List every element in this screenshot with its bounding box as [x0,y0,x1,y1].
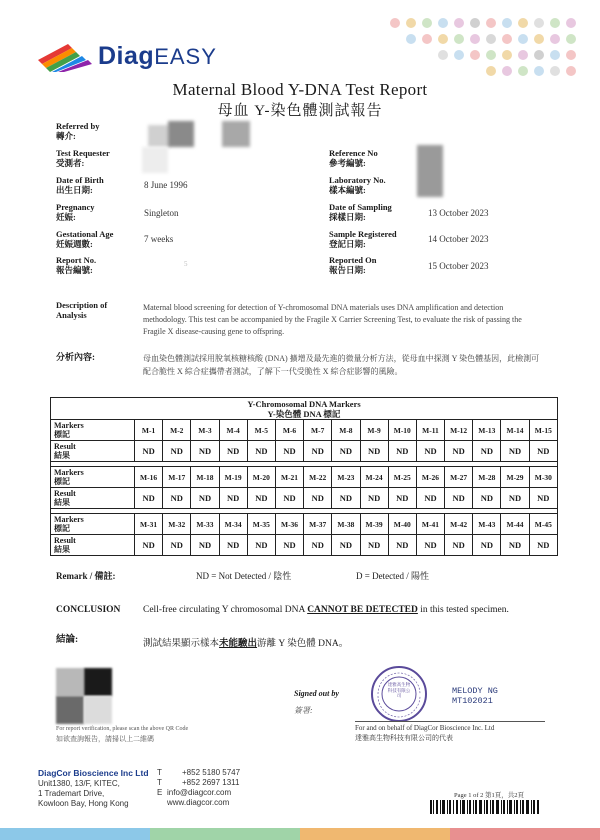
marker-cell: M-40 [388,514,416,535]
conclusion-zh-emphasis: 未能驗出 [219,639,258,649]
marker-cell: M-15 [529,420,557,441]
conclusion-label: CONCLUSION [56,605,121,615]
pregnancy-field [56,202,95,222]
page-number: Page 1 of 2 第1頁，共2頁 [454,792,525,799]
row-label-en: Result [54,442,76,451]
qr-block [84,696,112,724]
qr-note-zh: 如欲查詢報告，請掃以上二維碼 [56,735,154,743]
conclusion-post: in this tested specimen. [420,605,509,615]
row-label-zh: 標記 [54,430,70,439]
field-label-zh: 報告日期: [329,265,366,275]
marker-cell: M-14 [501,420,529,441]
field-label-en: Test Requester [56,148,110,158]
field-label-en: Reference No [329,148,378,158]
marker-cell: M-23 [332,467,360,488]
registered-date-value: 14 October 2023 [428,234,489,244]
logo-mark-icon [38,42,100,72]
result-cell: ND [247,535,275,556]
marker-cell: M-39 [360,514,388,535]
result-cell: ND [388,441,416,462]
markers-row-header [51,467,135,488]
barcode-icon [430,800,540,814]
remark-nd: ND = Not Detected / 陰性 [196,571,292,581]
decorative-dot-pattern [380,8,590,88]
result-cell: ND [163,535,191,556]
result-cell: ND [135,488,163,509]
footer-address-1: Unit1380, 13/F, KITEC, [38,779,120,788]
color-bar-segment [300,828,450,840]
footer-address-2: 1 Trademart Drive, [38,789,105,798]
result-cell: ND [529,441,557,462]
redacted-block [148,125,170,147]
field-label-zh: 樣本編號: [329,185,366,195]
qr-note-en: For report verification, please scan the above QR Code [56,726,189,732]
result-cell: ND [191,535,219,556]
reference-no-field [329,148,378,168]
result-cell: ND [135,441,163,462]
row-label-en: Result [54,536,76,545]
row-label-en: Markers [54,468,84,477]
result-cell: ND [388,488,416,509]
markers-row [51,420,558,441]
conclusion-label-zh: 結論: [56,635,79,645]
row-label-en: Markers [54,515,84,524]
description-text-en: Maternal blood screening for detection of Y-chromosomal DNA materials uses DNA amplification and detection methodology. This test can be accompanied by the Fragile X Carrier Screening Test, to evaluate the risk of passing the Fragile X disease-causing gene to offspring. [143,303,522,336]
result-cell: ND [501,441,529,462]
result-cell: ND [163,441,191,462]
description-label: Description of Analysis [56,300,108,320]
signature-line [355,721,545,722]
patient-info-left [56,121,286,275]
field-label-zh: 出生日期: [56,185,93,195]
result-row [51,535,558,556]
result-cell: ND [473,441,501,462]
marker-cell: M-5 [247,420,275,441]
result-cell: ND [529,488,557,509]
report-title-zh: 母血 Y-染色體測試報告 [217,103,383,119]
description-label-zh: 分析內容: [56,352,95,362]
markers-table-title-zh: Y-染色體 DNA 標記 [267,409,341,419]
markers-row [51,467,558,488]
marker-cell: M-28 [473,467,501,488]
result-cell: ND [275,488,303,509]
marker-cell: M-19 [219,467,247,488]
markers-grid [50,419,558,556]
result-cell: ND [191,441,219,462]
markers-row-header [51,514,135,535]
result-row-header [51,535,135,556]
marker-cell: M-22 [304,467,332,488]
marker-cell: M-21 [275,467,303,488]
marker-cell: M-12 [445,420,473,441]
result-row [51,441,558,462]
result-cell: ND [332,441,360,462]
marker-cell: M-43 [473,514,501,535]
result-cell: ND [388,535,416,556]
marker-cell: M-44 [501,514,529,535]
web-row [157,798,240,808]
dob-field [56,175,104,195]
registered-date-field [329,229,397,249]
row-label-zh: 結果 [54,451,70,460]
marker-cell: M-32 [163,514,191,535]
logo-text-accent: EASY [154,44,217,69]
field-label-en: Pregnancy [56,202,95,212]
behalf-zh: 達雅高生物科技有限公司的代表 [355,734,453,742]
field-label-en: Date of Sampling [329,202,392,212]
marker-cell: M-45 [529,514,557,535]
color-bar-segment [0,828,150,840]
field-label-en: Gestational Age [56,229,114,239]
result-cell: ND [219,441,247,462]
qr-block [56,696,84,724]
phone-2: +852 2697 1311 [182,778,240,787]
marker-cell: M-33 [191,514,219,535]
marker-cell: M-16 [135,467,163,488]
remark-d: D = Detected / 陽性 [356,571,430,581]
markers-table [50,397,558,556]
marker-cell: M-38 [332,514,360,535]
redacted-block [142,147,168,173]
field-label-zh: 妊娠: [56,212,76,222]
marker-cell: M-17 [163,467,191,488]
color-bar-segment [450,828,600,840]
result-cell: ND [304,488,332,509]
report-no-field [56,255,96,275]
result-cell: ND [275,535,303,556]
result-cell: ND [191,488,219,509]
report-title-en: Maternal Blood Y-DNA Test Report [172,80,428,99]
result-row-header [51,488,135,509]
phone-row-1 [157,768,240,778]
row-label-zh: 標記 [54,524,70,533]
signed-zh-label: 簽署: [294,706,313,715]
markers-row-header [51,420,135,441]
result-cell: ND [360,488,388,509]
marker-cell: M-13 [473,420,501,441]
laboratory-no-field [329,175,386,195]
result-cell: ND [247,441,275,462]
result-cell: ND [445,535,473,556]
result-cell: ND [304,535,332,556]
markers-table-header [50,397,558,419]
conclusion-pre: Cell-free circulating Y chromosomal DNA [143,605,305,615]
pregnancy-value: Singleton [144,208,179,218]
marker-cell: M-9 [360,420,388,441]
row-label-en: Markers [54,421,84,430]
signed-out-by-label: Signed out by [294,689,339,698]
dob-value: 8 June 1996 [144,180,188,190]
phone-icon: T [157,778,162,787]
description-text-zh: 母血染色體測試採用脫氧核糖核酸 (DNA) 擴增及最先進的微量分析方法，從母血中探測 Y 染色體基因，此檢測可配合脆性 X 綜合症攜帶者測試，了解下一代受脆性 X 綜合症影響的風險。 [143,354,540,376]
sample-info-right [329,148,529,278]
conclusion-text-zh: 測試結果顯示樣本未能驗出游離 Y 染色體 DNA。 [143,639,349,649]
remark-label: Remark / 備註: [56,571,116,581]
behalf-en: For and on behalf of DiagCor Bioscience Inc. Ltd [355,724,495,732]
redacted-block [168,121,194,147]
footer-address-3: Kowloon Bay, Hong Kong [38,799,129,808]
field-label-zh: 受測者: [56,158,85,168]
result-row-header [51,441,135,462]
result-cell: ND [304,441,332,462]
result-cell: ND [247,488,275,509]
marker-cell: M-29 [501,467,529,488]
marker-cell: M-11 [416,420,444,441]
marker-cell: M-42 [445,514,473,535]
marker-cell: M-30 [529,467,557,488]
marker-cell: M-24 [360,467,388,488]
marker-cell: M-6 [275,420,303,441]
field-label-en: Referred by [56,121,100,131]
signer-id: MT102021 [452,696,493,706]
marker-cell: M-7 [304,420,332,441]
marker-cell: M-10 [388,420,416,441]
result-cell: ND [473,535,501,556]
markers-table-title-en: Y-Chromosomal DNA Markers [247,399,361,409]
qr-block [56,668,84,696]
marker-cell: M-41 [416,514,444,535]
reported-on-value: 15 October 2023 [428,261,489,271]
conclusion-text-en [143,605,509,615]
footer-company: DiagCor Bioscience Inc Ltd [38,768,149,778]
redacted-block [417,145,443,197]
result-cell: ND [332,488,360,509]
result-cell: ND [135,535,163,556]
color-bar-segment [150,828,300,840]
result-cell: ND [219,488,247,509]
result-cell: ND [501,488,529,509]
field-label-en: Sample Registered [329,229,397,239]
company-seal [370,665,428,723]
result-cell: ND [416,441,444,462]
field-label-zh: 參考編號: [329,158,366,168]
phone-row-2 [157,778,240,788]
qr-code[interactable] [56,668,112,724]
phone-icon: T [157,768,162,777]
result-cell: ND [416,535,444,556]
result-cell: ND [501,535,529,556]
phone-1: +852 5180 5747 [182,768,241,777]
reported-on-field [329,255,376,275]
qr-block [84,668,112,696]
result-cell: ND [163,488,191,509]
result-cell: ND [445,488,473,509]
result-cell: ND [360,441,388,462]
marker-cell: M-3 [191,420,219,441]
seal-text: 達雅高生物科技有限公司 [387,682,411,698]
test-requester-field [56,148,110,168]
report-no-value: 5 [184,260,188,268]
marker-cell: M-27 [445,467,473,488]
field-label-zh: 報告編號: [56,265,93,275]
email-row [157,788,240,798]
row-label-zh: 結果 [54,545,70,554]
marker-cell: M-1 [135,420,163,441]
result-cell: ND [219,535,247,556]
referred-by-field [56,121,100,141]
marker-cell: M-8 [332,420,360,441]
marker-cell: M-2 [163,420,191,441]
logo-text-main: Diag [98,42,155,70]
website-link[interactable]: www.diagcor.com [167,798,230,807]
row-label-zh: 標記 [54,477,70,486]
field-label-zh: 登記日期: [329,239,366,249]
sampling-date-field [329,202,392,222]
signer-name: MELODY NG [452,686,498,696]
markers-row [51,514,558,535]
result-cell: ND [416,488,444,509]
result-cell: ND [445,441,473,462]
field-label-zh: 採樣日期: [329,212,366,222]
field-label-zh: 妊娠週數: [56,239,93,249]
field-label-en: Date of Birth [56,175,104,185]
marker-cell: M-35 [247,514,275,535]
field-label-en: Report No. [56,255,97,265]
result-cell: ND [360,535,388,556]
redacted-block [222,121,250,147]
result-cell: ND [275,441,303,462]
marker-cell: M-20 [247,467,275,488]
field-label-en: Laboratory No. [329,175,386,185]
footer-color-bar [0,828,600,840]
footer-contacts [157,768,240,808]
result-cell: ND [529,535,557,556]
row-label-zh: 結果 [54,498,70,507]
result-cell: ND [473,488,501,509]
marker-cell: M-26 [416,467,444,488]
diageasy-logo [38,40,238,76]
field-label-zh: 轉介: [56,131,76,141]
marker-cell: M-25 [388,467,416,488]
marker-cell: M-34 [219,514,247,535]
marker-cell: M-18 [191,467,219,488]
email-icon: E [157,788,163,797]
marker-cell: M-36 [275,514,303,535]
email-link[interactable]: info@diagcor.com [167,788,232,797]
sampling-date-value: 13 October 2023 [428,208,489,218]
gestational-age-value: 7 weeks [144,234,174,244]
marker-cell: M-37 [304,514,332,535]
result-cell: ND [332,535,360,556]
marker-cell: M-31 [135,514,163,535]
result-row [51,488,558,509]
field-label-en: Reported On [329,255,377,265]
marker-cell: M-4 [219,420,247,441]
conclusion-emphasis: CANNOT BE DETECTED [307,605,418,615]
gestational-age-field [56,229,113,249]
row-label-en: Result [54,489,76,498]
